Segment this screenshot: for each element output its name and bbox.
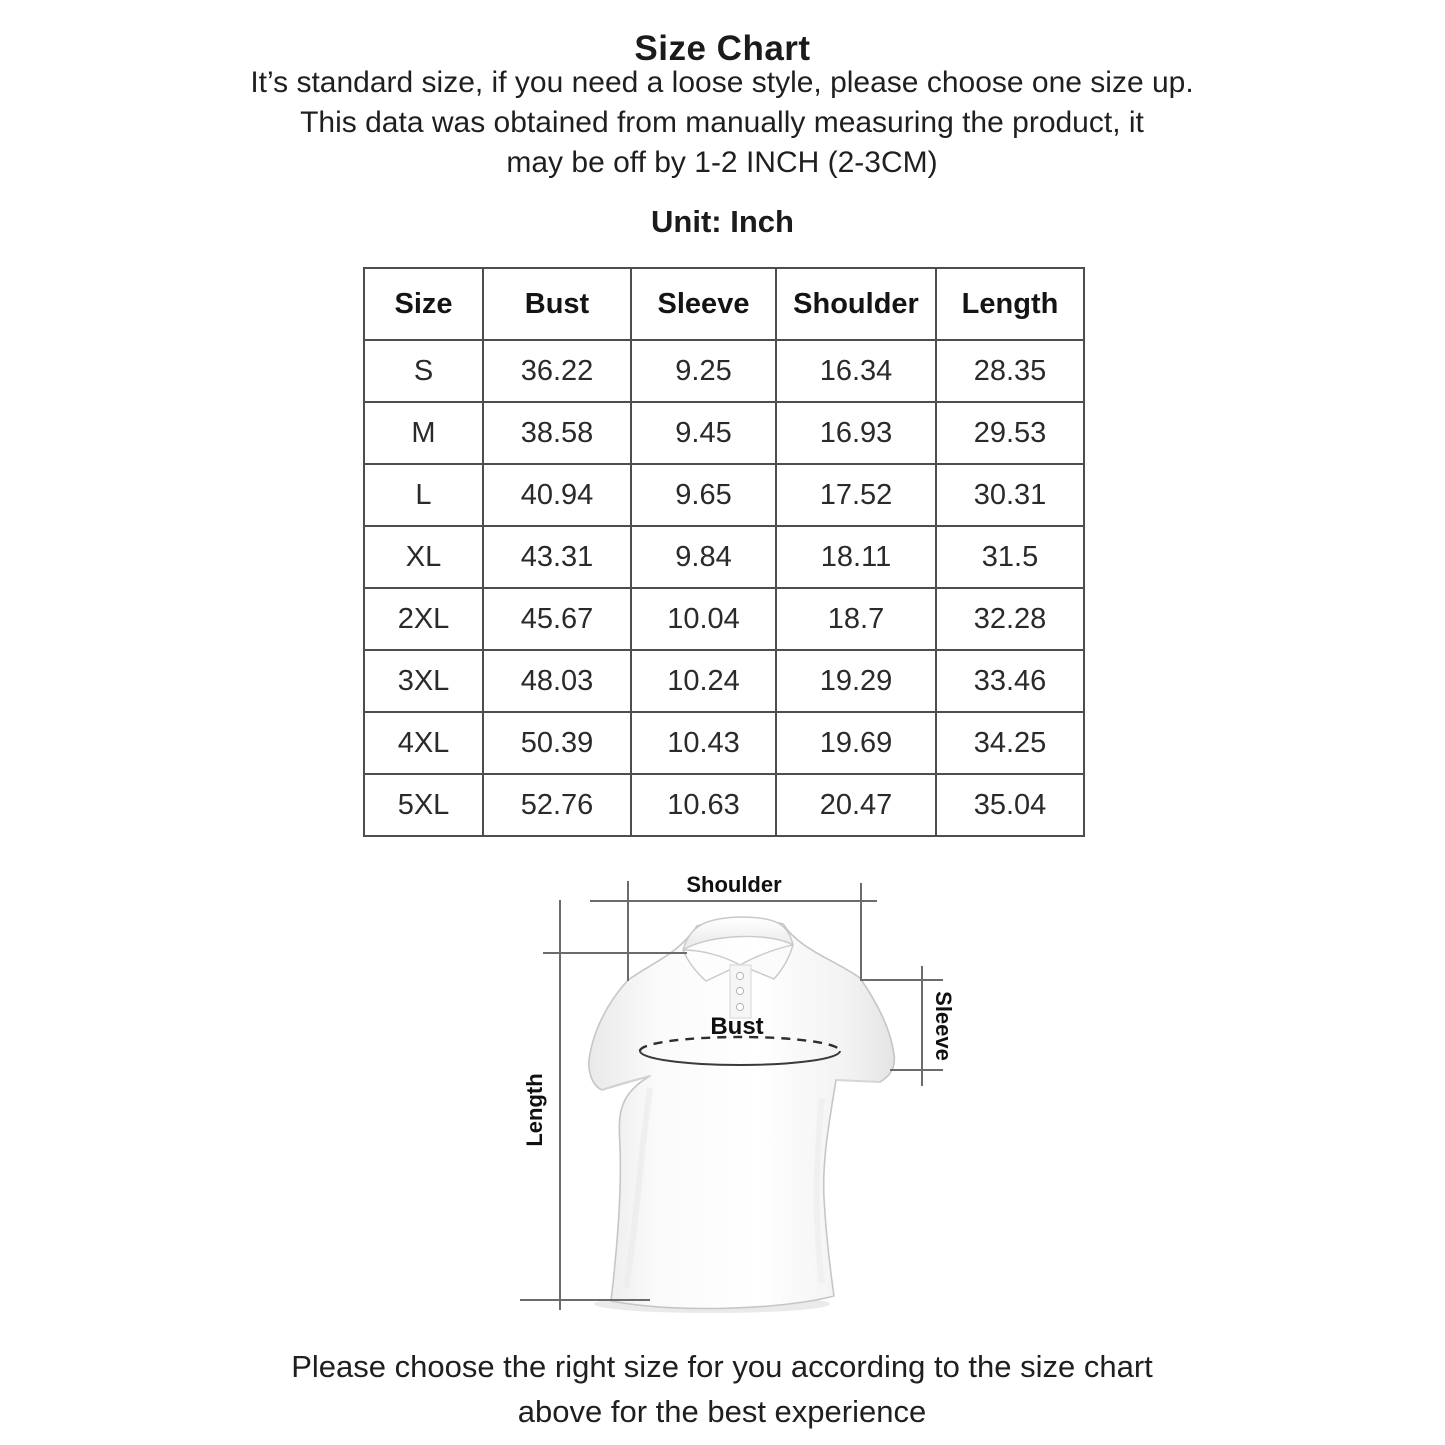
cell-shoulder: 16.34 <box>776 340 936 402</box>
cell-sleeve: 10.04 <box>631 588 776 650</box>
intro-line-2: This data was obtained from manually measuring the product, it <box>300 106 1144 139</box>
table-row-s <box>364 340 1084 402</box>
footer-note <box>72 1344 1372 1434</box>
button-1 <box>736 972 743 979</box>
length-label: Length <box>522 1073 547 1147</box>
footer-line-1: Please choose the right size for you according to the size chart <box>291 1349 1153 1384</box>
cell-size: S <box>364 340 483 402</box>
cell-length: 29.53 <box>936 402 1084 464</box>
page-title: Size Chart <box>634 29 811 69</box>
cell-shoulder: 20.47 <box>776 774 936 836</box>
cell-size: 4XL <box>364 712 483 774</box>
cell-length: 32.28 <box>936 588 1084 650</box>
cell-length: 31.5 <box>936 526 1084 588</box>
cell-shoulder: 18.7 <box>776 588 936 650</box>
table-row-2xl <box>364 588 1084 650</box>
cell-bust: 38.58 <box>483 402 631 464</box>
size-table-header <box>364 268 1084 340</box>
intro-line-1: It’s standard size, if you need a loose style, please choose one size up. <box>250 66 1194 99</box>
cell-sleeve: 9.45 <box>631 402 776 464</box>
table-row-xl <box>364 526 1084 588</box>
cell-size: 3XL <box>364 650 483 712</box>
cell-shoulder: 16.93 <box>776 402 936 464</box>
cell-sleeve: 10.24 <box>631 650 776 712</box>
shoulder-label: Shoulder <box>686 872 782 897</box>
cell-sleeve: 10.43 <box>631 712 776 774</box>
measurement-diagram <box>450 858 1010 1333</box>
cell-bust: 48.03 <box>483 650 631 712</box>
cell-sleeve: 10.63 <box>631 774 776 836</box>
intro-text <box>72 63 1372 183</box>
cell-shoulder: 19.69 <box>776 712 936 774</box>
cell-length: 34.25 <box>936 712 1084 774</box>
cell-bust: 36.22 <box>483 340 631 402</box>
intro-line-3: may be off by 1-2 INCH (2-3CM) <box>506 146 938 179</box>
bust-label: Bust <box>710 1013 764 1040</box>
button-2 <box>736 987 743 994</box>
table-row-3xl <box>364 650 1084 712</box>
table-row-5xl <box>364 774 1084 836</box>
cell-shoulder: 18.11 <box>776 526 936 588</box>
cell-shoulder: 19.29 <box>776 650 936 712</box>
size-table-body <box>364 340 1084 836</box>
cell-bust: 52.76 <box>483 774 631 836</box>
col-header-shoulder: Shoulder <box>776 268 936 340</box>
sleeve-label: Sleeve <box>931 991 956 1061</box>
table-row-4xl <box>364 712 1084 774</box>
cell-sleeve: 9.65 <box>631 464 776 526</box>
unit-label: Unit: Inch <box>651 204 794 239</box>
polo-shirt-illustration <box>589 917 895 1308</box>
size-table <box>363 267 1085 837</box>
col-header-size: Size <box>364 268 483 340</box>
cell-bust: 40.94 <box>483 464 631 526</box>
cell-size: XL <box>364 526 483 588</box>
cell-size: 2XL <box>364 588 483 650</box>
table-row-l <box>364 464 1084 526</box>
cell-length: 33.46 <box>936 650 1084 712</box>
cell-length: 28.35 <box>936 340 1084 402</box>
button-3 <box>736 1003 743 1010</box>
cell-sleeve: 9.84 <box>631 526 776 588</box>
col-header-sleeve: Sleeve <box>631 268 776 340</box>
cell-length: 30.31 <box>936 464 1084 526</box>
footer-line-2: above for the best experience <box>517 1394 927 1429</box>
cell-bust: 45.67 <box>483 588 631 650</box>
cell-bust: 50.39 <box>483 712 631 774</box>
cell-bust: 43.31 <box>483 526 631 588</box>
cell-length: 35.04 <box>936 774 1084 836</box>
header-row <box>364 268 1084 340</box>
col-header-bust: Bust <box>483 268 631 340</box>
cell-shoulder: 17.52 <box>776 464 936 526</box>
cell-size: L <box>364 464 483 526</box>
cell-sleeve: 9.25 <box>631 340 776 402</box>
cell-size: 5XL <box>364 774 483 836</box>
col-header-length: Length <box>936 268 1084 340</box>
cell-size: M <box>364 402 483 464</box>
table-row-m <box>364 402 1084 464</box>
